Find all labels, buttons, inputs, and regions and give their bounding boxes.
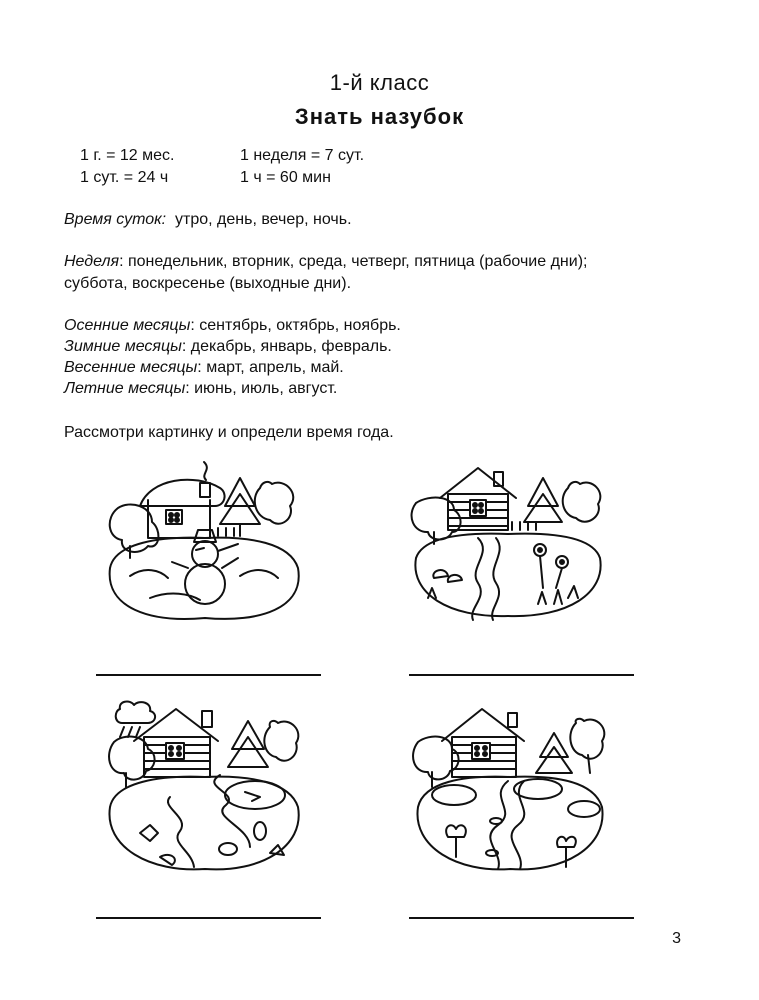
season-line-autumn	[64, 317, 401, 335]
season-label: Осенние месяцы	[64, 317, 191, 334]
day-time-line	[64, 211, 352, 229]
page-number: 3	[672, 930, 681, 947]
fact-day: 1 сут. = 24 ч	[80, 169, 169, 186]
season-text: : декабрь, январь, февраль.	[181, 338, 392, 355]
winter-house-picture	[100, 458, 310, 628]
season-line-winter	[64, 338, 392, 356]
season-text: : июнь, июль, август.	[185, 380, 338, 397]
season-label: Летние месяцы	[64, 380, 186, 397]
answer-line-spring[interactable]	[409, 917, 634, 919]
fact-week: 1 неделя = 7 сут.	[240, 147, 365, 164]
page-title: Знать назубок	[294, 104, 465, 129]
fact-year: 1 г. = 12 мес.	[80, 147, 175, 164]
week-line-2: суббота, воскресенье (выходные дни).	[64, 275, 352, 292]
season-line-summer	[64, 380, 337, 398]
season-text: : март, апрель, май.	[197, 359, 344, 376]
answer-line-autumn[interactable]	[96, 917, 321, 919]
answer-line-summer[interactable]	[409, 674, 634, 676]
season-text: : сентябрь, октябрь, ноябрь.	[190, 317, 401, 334]
task-text: Рассмотри картинку и определи время года.	[64, 424, 394, 441]
summer-house-picture	[408, 458, 608, 628]
fact-hour: 1 ч = 60 мин	[240, 169, 331, 186]
day-time-text: утро, день, вечер, ночь.	[175, 211, 352, 228]
answer-line-winter[interactable]	[96, 674, 321, 676]
week-label: Неделя	[64, 253, 120, 270]
week-text-1: : понедельник, вторник, среда, четверг, пятница (рабочие дни);	[119, 253, 588, 270]
season-label: Весенние месяцы	[64, 359, 198, 376]
autumn-house-picture	[100, 697, 310, 877]
spring-house-picture	[408, 697, 613, 877]
week-line-1	[64, 253, 587, 271]
season-label: Зимние месяцы	[64, 338, 182, 355]
season-line-spring	[64, 359, 344, 377]
day-time-label: Время суток:	[64, 211, 167, 228]
grade-label: 1-й класс	[329, 70, 430, 95]
